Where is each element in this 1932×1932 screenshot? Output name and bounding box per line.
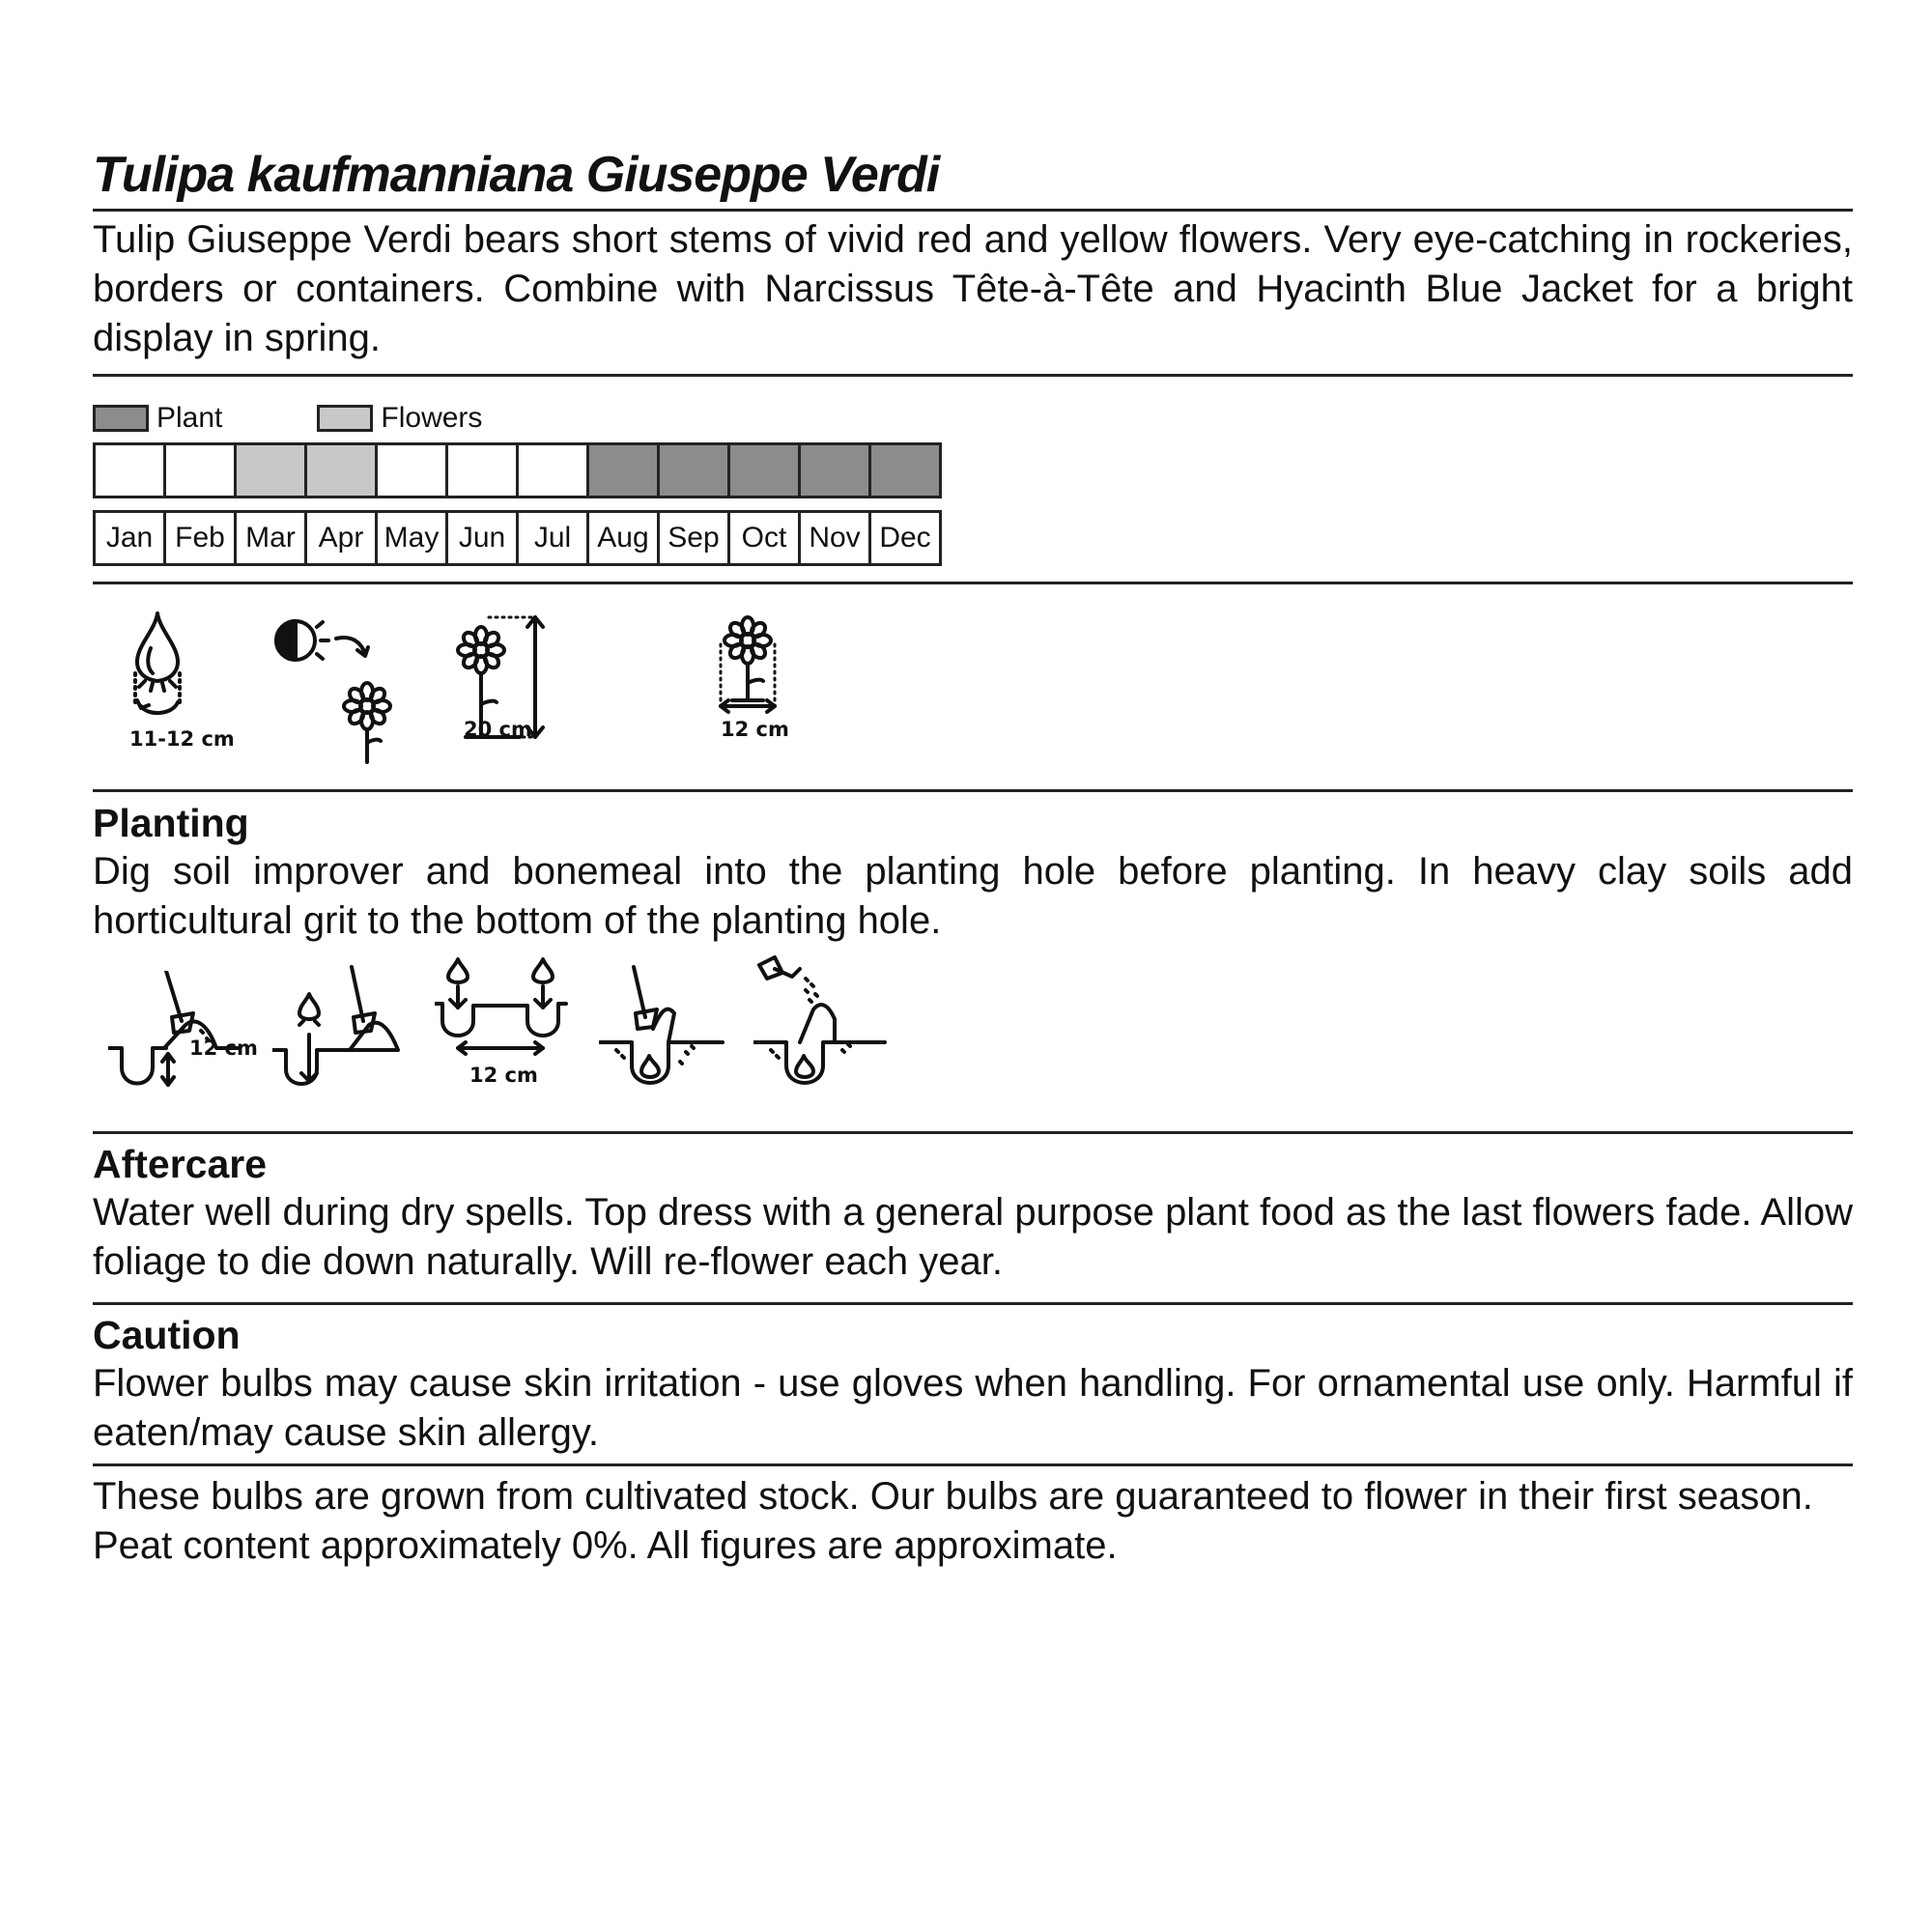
water-bulb-icon: [753, 952, 889, 1096]
calendar-status-row: [93, 442, 1853, 498]
divider: [93, 209, 1853, 212]
divider: [93, 789, 1853, 792]
calendar-cell-dec: [868, 442, 942, 498]
plant-legend-label: Plant: [156, 402, 223, 434]
plant-height-label: 20 cm: [464, 718, 532, 741]
month-label-apr: Apr: [304, 510, 378, 566]
caution-heading: Caution: [93, 1313, 241, 1357]
caution-text: Flower bulbs may cause skin irritation - use gloves when handling. For ornamental use only. Harmful if eaten/may cause skin allergy.: [93, 1362, 1853, 1454]
calendar-cell-jan: [93, 442, 166, 498]
calendar-cell-sep: [657, 442, 730, 498]
calendar-cell-apr: [304, 442, 378, 498]
month-label-jun: Jun: [445, 510, 519, 566]
bulb-size-icon: [124, 610, 191, 725]
month-label-dec: Dec: [868, 510, 942, 566]
cover-bulb-icon: [599, 961, 734, 1106]
month-label-jan: Jan: [93, 510, 166, 566]
divider: [93, 1131, 1853, 1134]
aftercare-heading: Aftercare: [93, 1142, 268, 1186]
calendar-cell-oct: [727, 442, 801, 498]
flowers-legend-label: Flowers: [381, 402, 483, 434]
calendar-cell-may: [375, 442, 448, 498]
divider: [93, 1302, 1853, 1305]
planting-calendar: [93, 442, 1853, 566]
planting-heading: Planting: [93, 801, 249, 845]
aftercare-text: Water well during dry spells. Top dress with a general purpose plant food as the last flowers fade. Allow foliage to die down naturally. Will re-flower each year.: [93, 1191, 1853, 1283]
sun-to-flower-icon: [272, 611, 398, 766]
calendar-cell-nov: [798, 442, 871, 498]
description: Tulip Giuseppe Verdi bears short stems of vivid red and yellow flowers. Very eye-catching in rockeries, borders or containers. Combine with Narcissus Tête-à-Tête and Hyacinth Blue Jacket for a bright display in spring.: [93, 218, 1853, 359]
planting-depth-label: 12 cm: [189, 1037, 258, 1060]
calendar-cell-jun: [445, 442, 519, 498]
spec-icons: [93, 584, 1853, 774]
month-label-sep: Sep: [657, 510, 730, 566]
month-label-oct: Oct: [727, 510, 801, 566]
plant-spacing-icon: [711, 610, 788, 725]
page-title: Tulipa kaufmanniana Giuseppe Verdi: [93, 147, 940, 203]
month-label-jul: Jul: [516, 510, 589, 566]
info-card: [93, 145, 1853, 1571]
footer-text: These bulbs are grown from cultivated stock. Our bulbs are guaranteed to flower in their first season. Peat content approximately 0%. All figures are approximate.: [93, 1475, 1813, 1567]
divider: [93, 1463, 1853, 1466]
calendar-cell-feb: [163, 442, 237, 498]
planting-steps: [93, 946, 1853, 1131]
month-label-aug: Aug: [586, 510, 660, 566]
month-label-nov: Nov: [798, 510, 871, 566]
flowers-swatch: [317, 405, 373, 432]
calendar-legend: [93, 394, 1853, 442]
plant-spacing-label: 12 cm: [721, 718, 789, 741]
calendar-cell-mar: [234, 442, 307, 498]
calendar-month-row: [93, 510, 1853, 566]
month-label-mar: Mar: [234, 510, 307, 566]
plant-swatch: [93, 405, 149, 432]
place-bulb-icon: [272, 961, 408, 1106]
planting-text: Dig soil improver and bonemeal into the planting hole before planting. In heavy clay soils add horticultural grit to the bottom of the planting hole.: [93, 850, 1853, 942]
bulb-spacing-label: 12 cm: [469, 1064, 538, 1087]
calendar-cell-aug: [586, 442, 660, 498]
bulb-size-label: 11-12 cm: [129, 727, 235, 751]
month-label-feb: Feb: [163, 510, 237, 566]
month-label-may: May: [375, 510, 448, 566]
calendar-cell-jul: [516, 442, 589, 498]
divider: [93, 374, 1853, 377]
